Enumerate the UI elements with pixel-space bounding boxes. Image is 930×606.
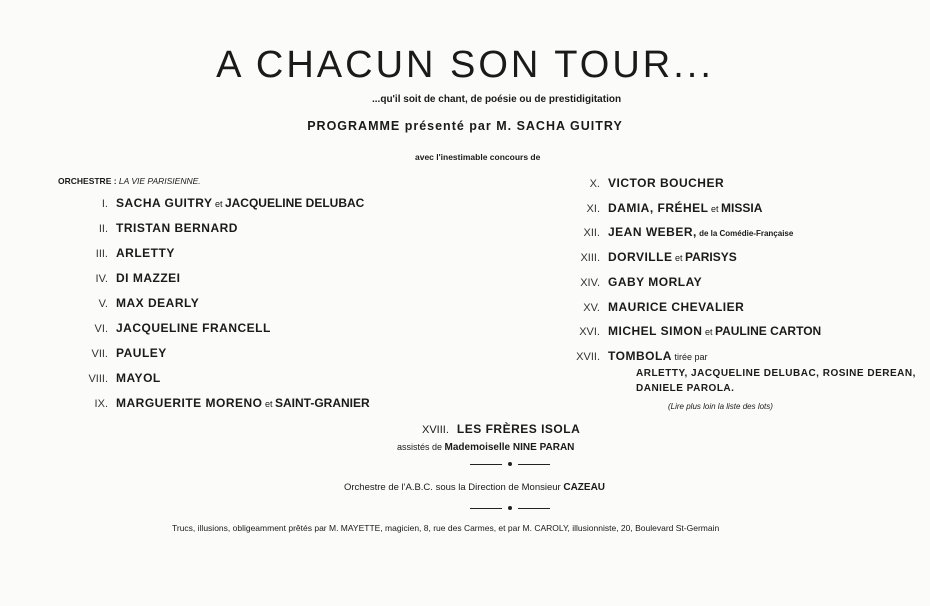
program-item: XIII. DORVILLE et PARISYS: [580, 250, 737, 264]
divider-dot: [508, 462, 512, 466]
page-title: A CHACUN SON TOUR...: [216, 44, 714, 86]
orchestre-label: [58, 176, 201, 186]
orchestre-name: LA VIE PARISIENNE.: [118, 176, 201, 186]
divider: [518, 464, 550, 465]
tombola-drawers-line1: ARLETTY, JACQUELINE DELUBAC, ROSINE DEREAN,: [636, 368, 916, 379]
divider: [470, 464, 502, 465]
freres-number: XVIII.: [422, 424, 449, 436]
program-item: XIV. GABY MORLAY: [580, 275, 703, 289]
tombola-note: (Lire plus loin la liste des lots): [668, 402, 773, 411]
program-item: IX. MARGUERITE MORENO et SAINT-GRANIER: [94, 396, 370, 410]
program-item: X. VICTOR BOUCHER: [589, 176, 725, 190]
program-item: IV. DI MAZZEI: [95, 271, 181, 285]
programme-line: PROGRAMME présenté par M. SACHA GUITRY: [307, 119, 623, 133]
program-item: I. SACHA GUITRY et JACQUELINE DELUBAC: [101, 196, 365, 210]
program-item: XV. MAURICE CHEVALIER: [583, 300, 745, 314]
freres-isola-line: [422, 422, 580, 436]
program-item: XII. JEAN WEBER, de la Comédie-Française: [583, 225, 794, 239]
divider: [518, 508, 550, 509]
credits-line: Trucs, illusions, obligeamment prêtés par M. MAYETTE, magicien, 8, rue des Carmes, et par M. CAROLY, illusionniste, 20, Boulevard St-Germain: [172, 523, 720, 533]
avec-line: avec l'inestimable concours de: [415, 152, 541, 162]
orchestre-prefix: ORCHESTRE :: [58, 176, 119, 186]
program-item: V. MAX DEARLY: [98, 296, 200, 310]
program-item: XI. DAMIA, FRÉHEL et MISSIA: [586, 201, 763, 215]
program-item: III. ARLETTY: [95, 246, 175, 260]
program-item: II. TRISTAN BERNARD: [98, 221, 238, 235]
divider-dot: [508, 506, 512, 510]
tombola-drawers-line2: DANIELE PAROLA.: [636, 383, 735, 394]
subtitle: ...qu'il soit de chant, de poésie ou de prestidigitation: [372, 94, 622, 105]
divider: [470, 508, 502, 509]
freres-name: LES FRÈRES ISOLA: [456, 422, 581, 436]
orchestre-abc-line: Orchestre de l'A.B.C. sous la Direction de Monsieur CAZEAU: [344, 482, 606, 493]
program-item: XVII. TOMBOLA tirée par: [576, 349, 708, 363]
program-item: XVI. MICHEL SIMON et PAULINE CARTON: [579, 324, 822, 338]
assistes-line: assistés de Mademoiselle NINE PARAN: [397, 442, 575, 453]
program-item: VII. PAULEY: [91, 346, 167, 360]
program-item: VIII. MAYOL: [88, 371, 161, 385]
program-item: VI. JACQUELINE FRANCELL: [94, 321, 271, 335]
